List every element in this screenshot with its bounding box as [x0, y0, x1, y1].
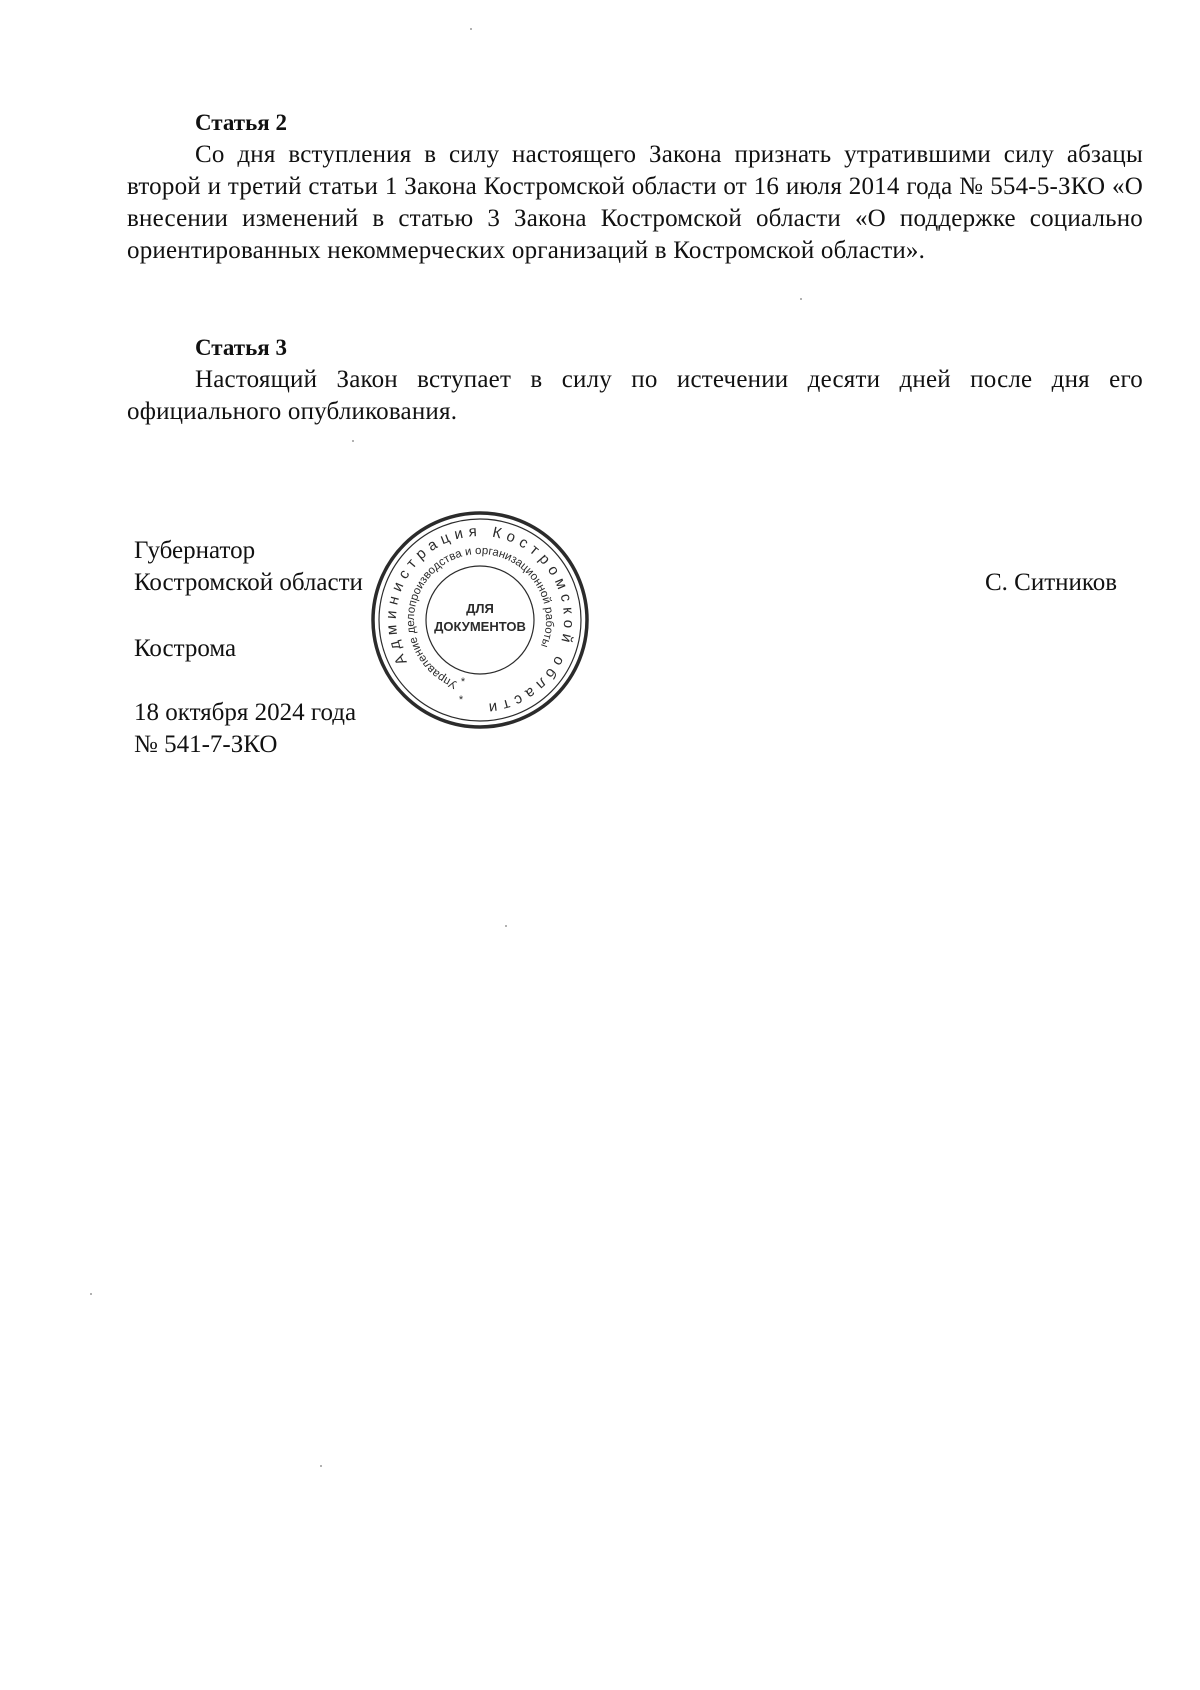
signing-city: Кострома: [134, 635, 237, 662]
scan-speck: [352, 440, 354, 442]
article-text: Со дня вступления в силу настоящего Закона признать утратившими силу абзацы второй и третий статьи 1 Закона Костромской области от 16 июля 2014 года № 554-5-ЗКО «О внесении изменений в статью 3 Закона Костромской области «О поддержке социально ориентированных некоммерческих организаций в Костромской области».: [127, 141, 1143, 264]
article-3-section: [127, 333, 1143, 428]
governor-title: Губернатор: [134, 537, 256, 564]
governor-region: Костромской области: [134, 569, 363, 596]
scan-speck: [505, 925, 507, 927]
scan-speck: [90, 1293, 92, 1295]
official-seal-stamp: [365, 505, 595, 735]
scan-speck: [800, 298, 802, 300]
seal-outer-text: Администрация Костромской области: [382, 522, 578, 718]
scan-speck: [320, 1465, 322, 1467]
seal-stars-icon: [459, 676, 466, 706]
article-text: Настоящий Закон вступает в силу по истечении десяти дней после дня его официального опубликования.: [127, 366, 1143, 425]
seal-center-line1: ДЛЯ: [466, 601, 494, 616]
law-number: № 541-7-ЗКО: [134, 731, 278, 758]
svg-text:*: *: [460, 676, 466, 688]
article-heading: Статья 2: [195, 110, 287, 135]
seal-center-line2: ДОКУМЕНТОВ: [434, 619, 526, 634]
article-heading: Статья 3: [195, 335, 287, 360]
signing-date: 18 октября 2024 года: [134, 699, 357, 726]
article-2-section: [127, 108, 1143, 267]
scan-speck: [470, 28, 472, 30]
seal-inner-text: Управление делопроизводства и организационной работы: [404, 544, 556, 691]
svg-text:*: *: [458, 694, 464, 706]
signer-name: С. Ситников: [985, 569, 1118, 596]
